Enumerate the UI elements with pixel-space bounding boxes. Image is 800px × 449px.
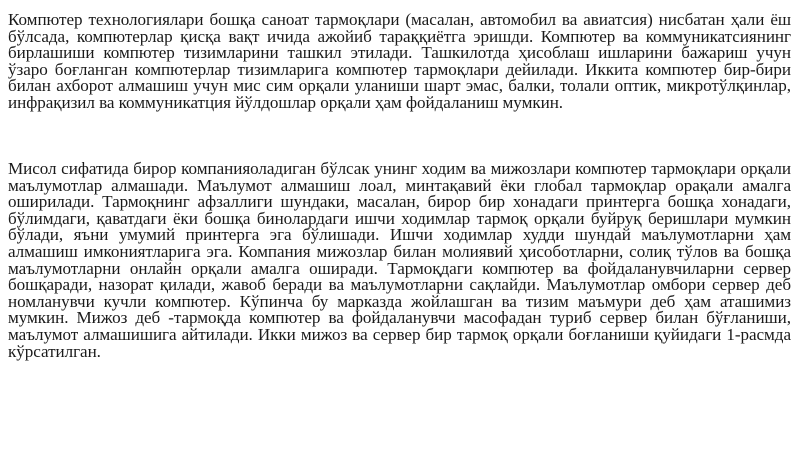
paragraph-client-server-example: Мисол сифатида бирор компанияоладиган бўлсак унинг ходим ва мижозлари компютер тармоқлари орқали маълумотлар алмашади. Маълумот алмашиш лоал, минтақавий ёки глобал тармоқлар орақали амалга оширилади. Тармоқнинг афзаллиги шундаки, масалан, бирор бир хонадаги принтерга бошқа хонадаги, бўлимдаги, қаватдаги ёки бошқа бинолардаги ишчи ходимлар тармоқ орқали буйруқ беришлари мумкин бўлади, яъни умумий принтерга эга бўлишади. Ишчи ходимлар худди шундай маълумотларни ҳам алмашиш имкониятларига эга. Компания мижозлар билан молиявий ҳисоботларни, солиқ тўлов ва бошқа маълумотларни онлайн орқали амалга оширади. Тармоқдаги компютер ва фойдаланувчиларни сервер бошқаради, назорат қилади, жавоб беради ва маълумотларни сақлайди. Маълумотлар омбори сервер деб номланувчи кучли компютер. Кўпинча бу марказда жойлашган ва тизим маъмури деб ҳам аташимиз мумкин. Мижоз деб -тармоқда компютер ва фойдаланувчи масофадан туриб сервер билан бўғланиши, маълумот алмашишига айтилади. Икки мижоз ва сервер бир тармоқ орқали боғланиши қуйидаги 1-расмда кўрсатилган. <box>8 159 791 361</box>
paragraph-computer-networks-intro: Компютер технологиялари бошқа саноат тармоқлари (масалан, автомобил ва авиатсия) нисбатан ҳали ёш бўлсада, компютерлар қисқа вақт ичида ажойиб тараққиётга эришди. Компютер ва коммуникатсиянинг бирлашиши компютер тизимларини ташкил этилади. Ташкилотда ҳисоблаш ишларини бажариш учун ўзаро боғланган компютерлар тизимларига компютер тармоқлари дейилади. Иккита компютер бир-бири билан ахборот алмашиш учун мис сим орқали уланиши шарт эмас, балки, толали оптик, микротўлқинлар, инфрақизил ва коммуникатция йўлдошлар орқали ҳам фойдаланиш мумкин. <box>8 10 791 112</box>
